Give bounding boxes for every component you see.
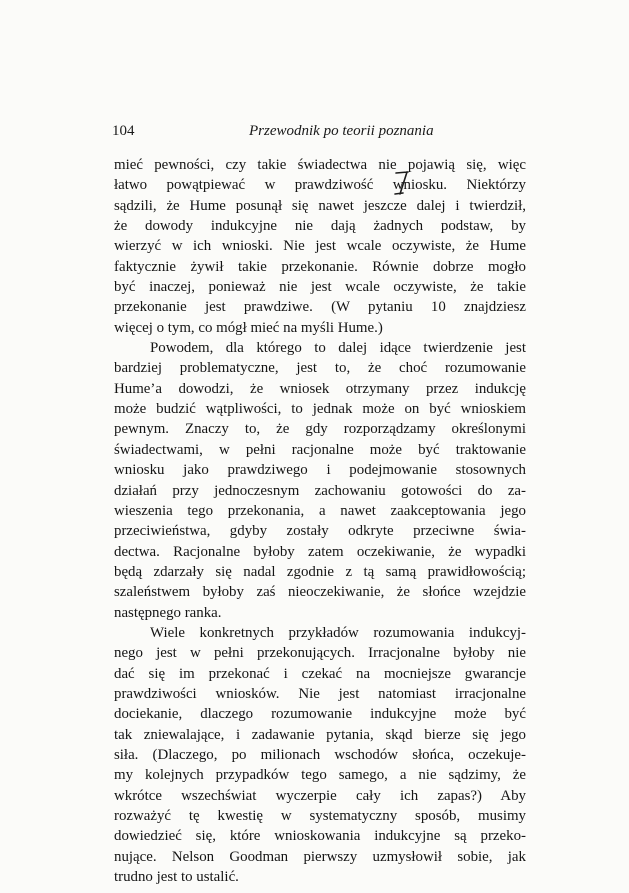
text-line: wierzyć w ich wnioski. Nie jest wcale oczywiste, że Hume <box>114 238 526 255</box>
text-line: wniosku jako prawdziwego i podejmowanie stosownych <box>114 462 526 479</box>
text-line: szaleństwem byłoby zaś nieoczekiwanie, że słońce wzejdzie <box>114 584 526 601</box>
text-line: sądzili, że Hume posunął się nawet jeszcze dalej i twierdził, <box>114 197 526 214</box>
handwritten-pen-mark <box>394 170 410 196</box>
text-line: przeciwieństwa, gdyby zostały odkryte przeciwne świa- <box>114 523 526 540</box>
paragraph-3 <box>114 623 526 887</box>
text-line: łatwo powątpiewać w prawdziwość wniosku. Niektórzy <box>114 177 526 194</box>
body-text <box>114 155 526 887</box>
text-line: trudno jest to ustalić. <box>114 869 239 886</box>
text-line: przekonanie jest prawdziwe. (W pytaniu 10 znajdziesz <box>114 299 526 316</box>
running-title: Przewodnik po teorii poznania <box>249 123 434 139</box>
text-line: może budzić wątpliwości, to jednak może on być wnioskiem <box>114 401 526 418</box>
text-line: działań przy jednoczesnym zachowaniu gotowości do za- <box>114 482 526 499</box>
text-line: bardziej problematyczne, jest to, że choć rozumowanie <box>114 360 526 377</box>
text-line: będą zdarzały się nadal zgodnie z tą samą prawidłowością; <box>114 563 526 580</box>
text-line: dać się im przekonać i czekać na mocniejsze gwarancje <box>114 665 526 682</box>
text-line: mieć pewności, czy takie świadectwa nie pojawią się, więc <box>114 157 526 173</box>
text-line: wkrótce wszechświat wyczerpie cały ich zapas?) Aby <box>114 787 526 804</box>
text-line: być inaczej, ponieważ nie jest wcale oczywiste, że takie <box>114 279 526 296</box>
paragraph-2 <box>114 338 526 623</box>
text-line: wieszenia tego przekonania, a nawet zaakceptowania jego <box>114 502 526 519</box>
text-line: my kolejnych przypadków tego samego, a nie sądzimy, że <box>114 767 526 784</box>
text-line: więcej o tym, co mógł mieć na myśli Hume.) <box>114 319 383 336</box>
text-line: dectwa. Racjonalne byłoby zatem oczekiwanie, że wypadki <box>114 543 526 560</box>
paragraph-1 <box>114 155 526 338</box>
text-line: tak zniewalające, i zadawanie pytania, skąd bierze się jego <box>114 726 526 743</box>
text-line: nujące. Nelson Goodman pierwszy uzmysłowił sobie, jak <box>114 848 526 865</box>
page-header <box>112 123 527 143</box>
text-line: dowiedzieć się, które wnioskowania indukcyjne są przeko- <box>114 828 526 845</box>
text-line: następnego ranka. <box>114 604 222 621</box>
text-line: świadectwami, w pełni racjonalne może być traktowanie <box>114 441 526 458</box>
text-line: dociekanie, dlaczego rozumowanie indukcyjne może być <box>114 706 526 723</box>
text-line: Powodem, dla którego to dalej idące twierdzenie jest <box>150 340 526 357</box>
text-line: nego jest w pełni przekonujących. Irracjonalne byłoby nie <box>114 645 526 662</box>
text-line: siła. (Dlaczego, po milionach wschodów słońca, oczekuje- <box>114 746 526 763</box>
text-line: że dowody indukcyjne nie dają żadnych podstaw, by <box>114 218 526 235</box>
text-line: pewnym. Znaczy to, że gdy rozporządzamy określonymi <box>114 421 526 438</box>
text-line: Hume’a dowodzi, że wniosek otrzymany przez indukcję <box>114 380 526 397</box>
text-line: faktycznie żywił takie przekonanie. Równie dobrze mogło <box>114 258 526 275</box>
text-line: prawdziwości wniosków. Nie jest natomiast irracjonalne <box>114 685 526 702</box>
text-line: rozważyć tę kwestię w systematyczny sposób, musimy <box>114 808 526 824</box>
text-line: Wiele konkretnych przykładów rozumowania indukcyj- <box>150 624 526 641</box>
page-number: 104 <box>112 123 135 139</box>
